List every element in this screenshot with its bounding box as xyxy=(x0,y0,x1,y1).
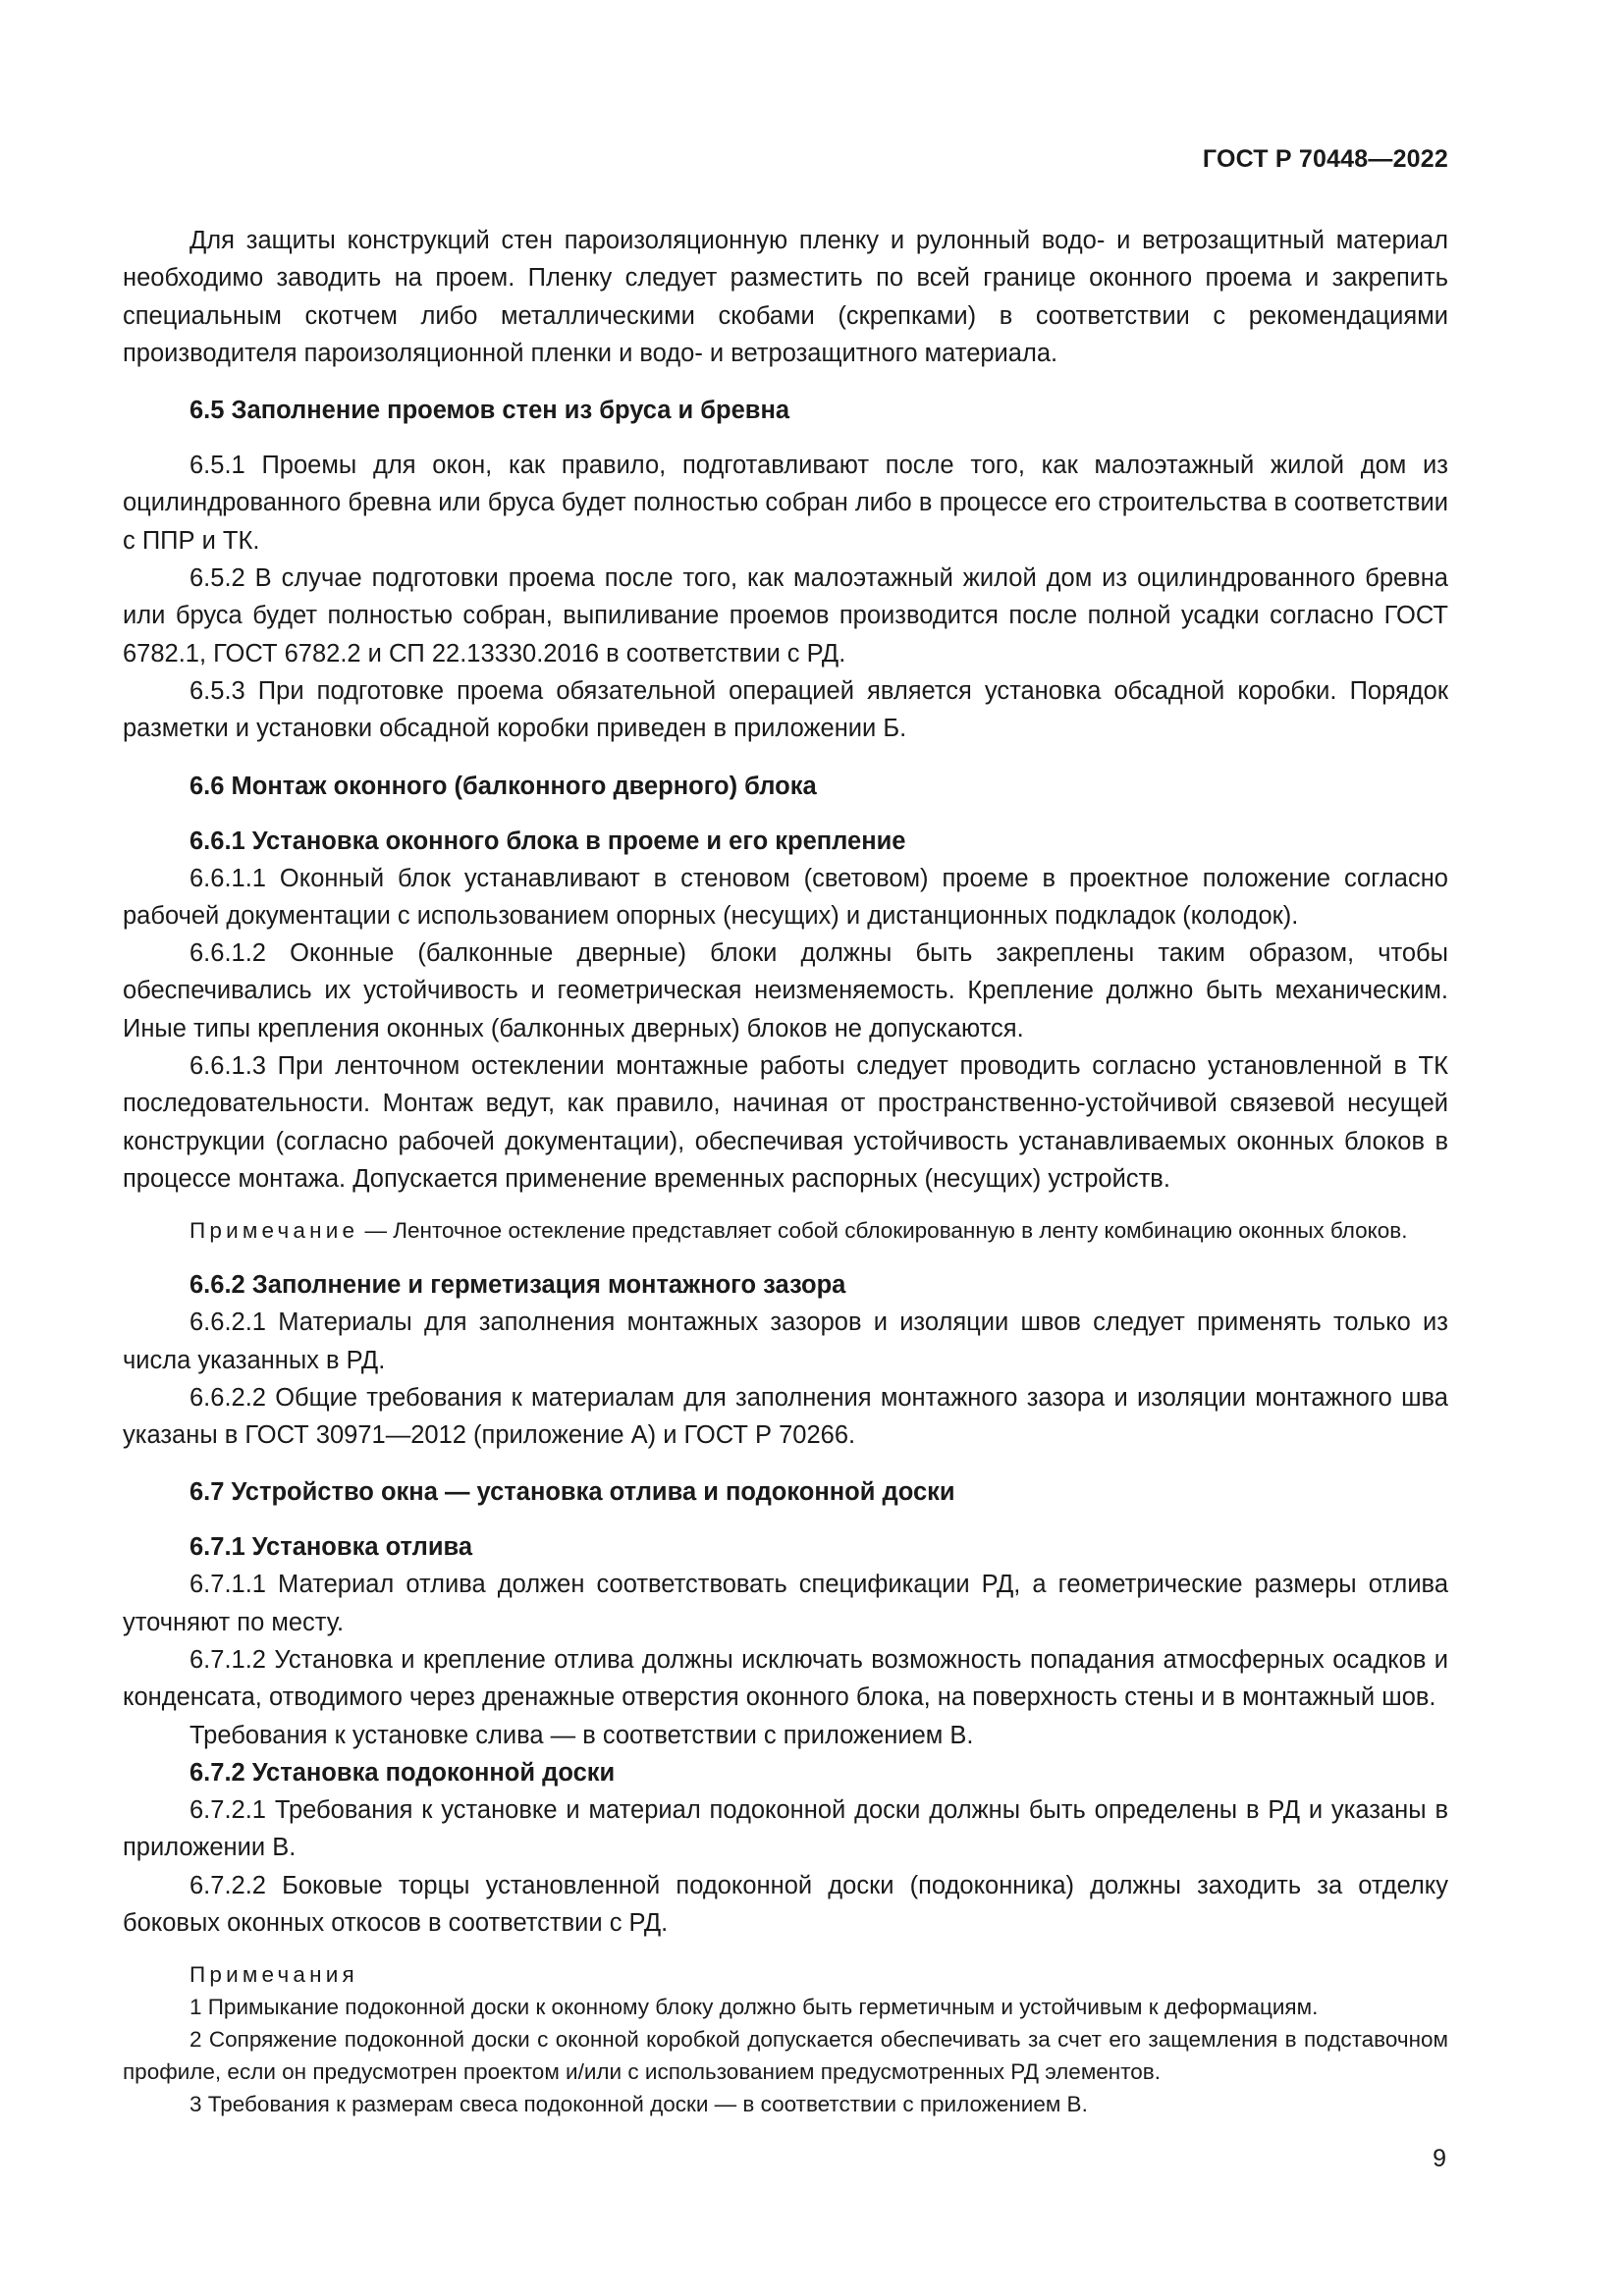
paragraph-6-5-2: 6.5.2 В случае подготовки проема после того, как малоэтажный жилой дом из оцилиндрованного бревна или бруса будет полностью собран, выпиливание проемов производится после полной усадки согласно ГОСТ 6782.1, ГОСТ 6782.2 и СП 22.13330.2016 в соответствии с РД. xyxy=(123,564,1448,667)
page-number: 9 xyxy=(1433,2145,1446,2172)
section-6-6-heading: 6.6 Монтаж оконного (балконного дверного) блока xyxy=(189,772,817,800)
note-6-7-2-1: 1 Примыкание подоконной доски к оконному блоку должно быть герметичным и устойчивым к деформациям. xyxy=(189,1995,1319,2020)
paragraph-6-6-2-2: 6.6.2.2 Общие требования к материалам для заполнения монтажного зазора и изоляции монтажного шва указаны в ГОСТ 30971—2012 (приложение А) и ГОСТ Р 70266. xyxy=(123,1383,1448,1450)
paragraph-6-6-1-1: 6.6.1.1 Оконный блок устанавливают в стеновом (световом) проеме в проектное положение согласно рабочей документации с использованием опорных (несущих) и дистанционных подкладок (колодок). xyxy=(123,864,1448,930)
paragraph-6-6-1-3: 6.6.1.3 При ленточном остеклении монтажные работы следует проводить согласно установленной в ТК последовательности. Монтаж ведут, как правило, начиная от пространственно-устойчивой связевой несущей конструкции (согласно рабочей документации), обеспечивая устойчивость устанавливаемых оконных блоков в процессе монтажа. Допускается применение временных распорных (несущих) устройств. xyxy=(123,1052,1448,1193)
paragraph-6-7-1-2: 6.7.1.2 Установка и крепление отлива должны исключать возможность попадания атмосферных осадков и конденсата, отводимого через дренажные отверстия оконного блока, на поверхность стены и в монтажный шов. xyxy=(123,1646,1448,1712)
note-text: — Ленточное остекление представляет собой сблокированную в ленту комбинацию оконных блоков. xyxy=(358,1218,1408,1244)
paragraph-6-6-2-1: 6.6.2.1 Материалы для заполнения монтажных зазоров и изоляции швов следует применять только из числа указанных в РД. xyxy=(123,1308,1448,1374)
section-6-6-1-heading: 6.6.1 Установка оконного блока в проеме и его крепление xyxy=(189,827,906,855)
document-header: ГОСТ Р 70448—2022 xyxy=(1202,145,1448,173)
section-6-6-2-heading: 6.6.2 Заполнение и герметизация монтажного зазора xyxy=(189,1271,846,1300)
paragraph-6-7-2-2: 6.7.2.2 Боковые торцы установленной подоконной доски (подоконника) должны заходить за отделку боковых оконных откосов в соответствии с РД. xyxy=(123,1871,1448,1937)
section-6-5-heading: 6.5 Заполнение проемов стен из бруса и бревна xyxy=(189,397,790,425)
notes-label: Примечания xyxy=(189,1962,358,1988)
paragraph-6-7-1-1: 6.7.1.1 Материал отлива должен соответствовать спецификации РД, а геометрические размеры отлива уточняют по месту. xyxy=(123,1571,1448,1636)
notes-6-7-2-label xyxy=(123,1958,1448,1991)
note-6-7-2-3: 3 Требования к размерам свеса подоконной доски — в соответствии с приложением В. xyxy=(189,2092,1088,2117)
paragraph-6-5-1: 6.5.1 Проемы для окон, как правило, подготавливают после того, как малоэтажный жилой дом из оцилиндрованного бревна или бруса будет полностью собран либо в процессе его строительства в соответствии с ППР и ТК. xyxy=(123,452,1448,555)
paragraph-6-7-2-1: 6.7.2.1 Требования к установке и материал подоконной доски должны быть определены в РД и указаны в приложении В. xyxy=(123,1795,1448,1862)
document-body xyxy=(123,222,1448,2120)
paragraph-6-5-3: 6.5.3 При подготовке проема обязательной операцией является установка обсадной коробки. Порядок разметки и установки обсадной коробки приведен в приложении Б. xyxy=(123,676,1448,743)
section-6-7-heading: 6.7 Устройство окна — установка отлива и подоконной доски xyxy=(189,1478,955,1507)
section-6-7-2-heading: 6.7.2 Установка подоконной доски xyxy=(189,1758,616,1787)
note-label: Примечание xyxy=(189,1218,359,1244)
section-6-7-1-heading: 6.7.1 Установка отлива xyxy=(189,1533,473,1562)
note-6-6-1 xyxy=(123,1214,1448,1247)
note-6-7-2-2: 2 Сопряжение подоконной доски с оконной коробкой допускается обеспечивать за счет его защемления в подставочном профиле, если он предусмотрен проектом и/или с использованием предусмотренных РД элементов. xyxy=(123,2027,1448,2085)
paragraph-6-7-1-3: Требования к установке слива — в соответствии с приложением В. xyxy=(189,1721,974,1749)
intro-paragraph: Для защиты конструкций стен пароизоляционную пленку и рулонный водо- и ветрозащитный материал необходимо заводить на проем. Пленку следует разместить по всей границе оконного проема и закрепить специальным скотчем либо металлическими скобами (скрепками) в соответствии с рекомендациями производителя пароизоляционной пленки и водо- и ветрозащитного материала. xyxy=(123,227,1448,367)
paragraph-6-6-1-2: 6.6.1.2 Оконные (балконные дверные) блоки должны быть закреплены таким образом, чтобы обеспечивались их устойчивость и геометрическая неизменяемость. Крепление должно быть механическим. Иные типы крепления оконных (балконных дверных) блоков не допускаются. xyxy=(123,939,1448,1042)
